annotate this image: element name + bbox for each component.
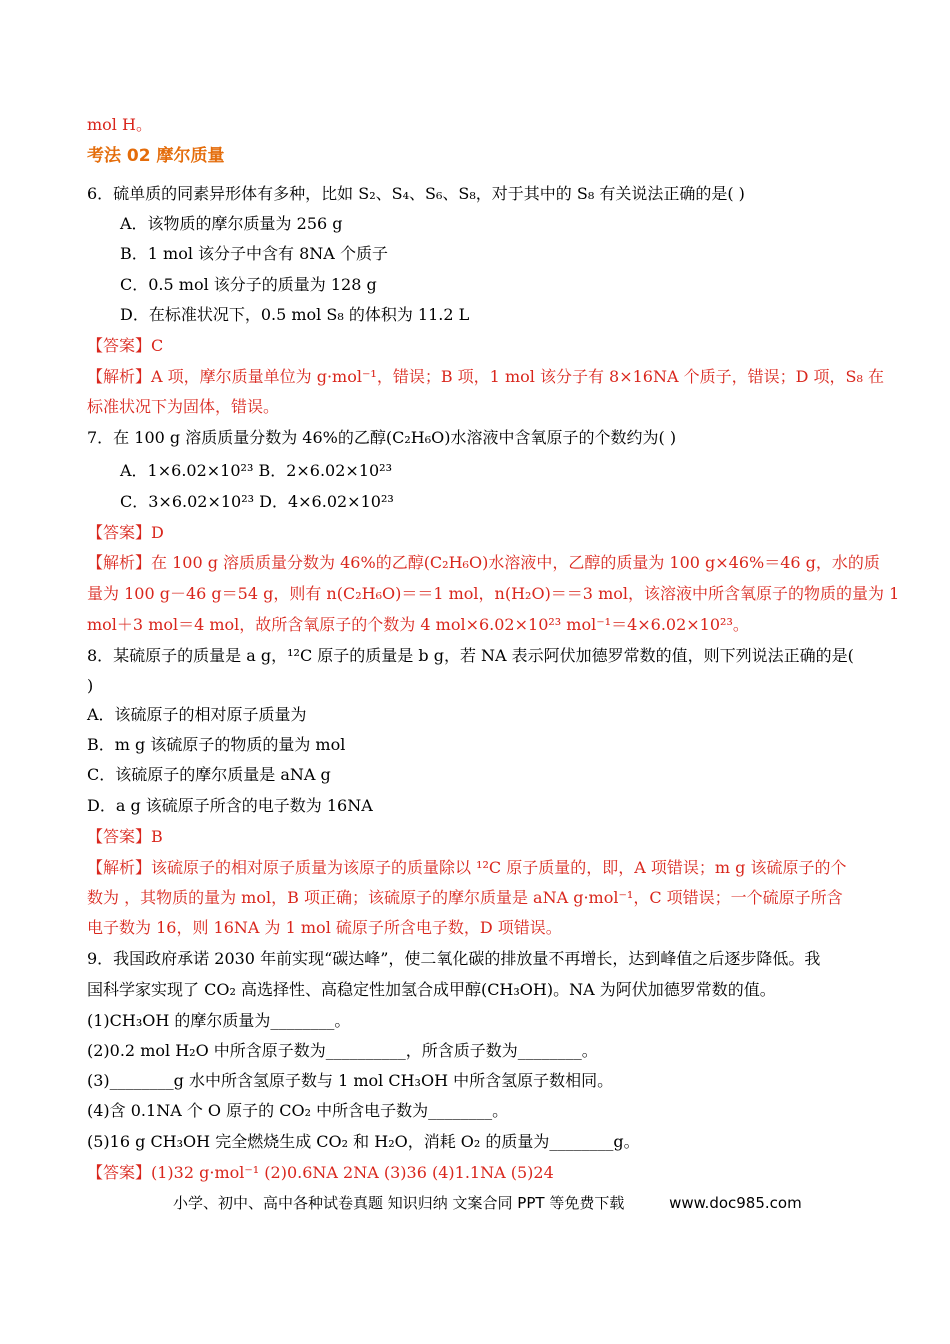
q7-explanation-3: mol＋3 mol＝4 mol，故所含氧原子的个数为 4 mol×6.02×10²³ mol⁻¹＝4×6.02×10²³。 bbox=[87, 615, 749, 634]
footer-site-link[interactable]: www.doc985.com bbox=[669, 1194, 802, 1212]
question-8: 8．某硫原子的质量是 a g，¹²C 原子的质量是 b g，若 NA 表示阿伏加德罗常数的值，则下列说法正确的是( bbox=[87, 646, 854, 665]
q8-option-c: C．该硫原子的摩尔质量是 aNA g bbox=[87, 765, 331, 784]
q8-option-b: B．m g 该硫原子的物质的量为 mol bbox=[87, 735, 346, 754]
q8-option-d: D．a g 该硫原子所含的电子数为 16NA bbox=[87, 796, 373, 815]
question-6: 6．硫单质的同素异形体有多种，比如 S₂、S₄、S₆、S₈，对于其中的 S₈ 有关说法正确的是( ) bbox=[87, 184, 745, 203]
q6-option-c: C．0.5 mol 该分子的质量为 128 g bbox=[120, 275, 377, 294]
q9-part-3: (3)________g 水中所含氢原子数与 1 mol CH₃OH 中所含氢原子数相同。 bbox=[87, 1071, 614, 1090]
q7-answer: 【答案】D bbox=[87, 523, 164, 542]
question-9-cont: 国科学家实现了 CO₂ 高选择性、高稳定性加氢合成甲醇(CH₃OH)。NA 为阿伏加德罗常数的值。 bbox=[87, 980, 776, 999]
q6-explanation-2: 标准状况下为固体，错误。 bbox=[87, 397, 280, 416]
q7-options-ab: A．1×6.02×10²³ B．2×6.02×10²³ bbox=[120, 461, 393, 480]
page-footer bbox=[173, 1193, 802, 1213]
footer-text: 小学、初中、高中各种试卷真题 知识归纳 文案合同 PPT 等免费下载 bbox=[173, 1194, 625, 1212]
q8-explanation-2: 数为 ，其物质的量为 mol，B 项正确；该硫原子的摩尔质量是 aNA g·mol⁻¹，C 项错误；一个硫原子所含 bbox=[87, 888, 843, 907]
q7-options-cd: C．3×6.02×10²³ D．4×6.02×10²³ bbox=[120, 492, 394, 511]
q6-answer: 【答案】C bbox=[87, 336, 164, 355]
q8-option-a: A．该硫原子的相对原子质量为 bbox=[87, 705, 307, 724]
q9-part-1: (1)CH₃OH 的摩尔质量为________。 bbox=[87, 1011, 351, 1030]
q6-option-d: D．在标准状况下，0.5 mol S₈ 的体积为 11.2 L bbox=[120, 305, 470, 324]
answer-continuation: mol H。 bbox=[87, 115, 152, 134]
question-7: 7．在 100 g 溶质质量分数为 46%的乙醇(C₂H₆O)水溶液中含氧原子的个数约为( ) bbox=[87, 428, 677, 447]
q9-answer: 【答案】(1)32 g·mol⁻¹ (2)0.6NA 2NA (3)36 (4)1.1NA (5)24 bbox=[87, 1163, 554, 1182]
q7-explanation-2: 量为 100 g－46 g＝54 g，则有 n(C₂H₆O)＝＝1 mol，n(H₂O)＝＝3 mol，该溶液中所含氧原子的物质的量为 1 bbox=[87, 584, 900, 603]
question-9: 9．我国政府承诺 2030 年前实现“碳达峰”，使二氧化碳的排放量不再增长，达到峰值之后逐步降低。我 bbox=[87, 949, 821, 968]
q9-part-5: (5)16 g CH₃OH 完全燃烧生成 CO₂ 和 H₂O，消耗 O₂ 的质量为________g。 bbox=[87, 1132, 640, 1151]
section-heading: 考法 02 摩尔质量 bbox=[87, 146, 225, 166]
q6-explanation-1: 【解析】A 项，摩尔质量单位为 g·mol⁻¹，错误；B 项，1 mol 该分子有 8×16NA 个质子，错误；D 项，S₈ 在 bbox=[87, 367, 885, 386]
q9-part-2: (2)0.2 mol H₂O 中所含原子数为__________，所含质子数为________。 bbox=[87, 1041, 598, 1060]
q8-explanation-3: 电子数为 16，则 16NA 为 1 mol 硫原子所含电子数，D 项错误。 bbox=[87, 918, 562, 937]
q7-explanation-1: 【解析】在 100 g 溶质质量分数为 46%的乙醇(C₂H₆O)水溶液中，乙醇的质量为 100 g×46%＝46 g，水的质 bbox=[87, 553, 880, 572]
question-8-cont: ) bbox=[87, 676, 94, 695]
q9-part-4: (4)含 0.1NA 个 O 原子的 CO₂ 中所含电子数为________。 bbox=[87, 1101, 509, 1120]
q6-option-a: A．该物质的摩尔质量为 256 g bbox=[120, 214, 343, 233]
q6-option-b: B．1 mol 该分子中含有 8NA 个质子 bbox=[120, 244, 388, 263]
q8-answer: 【答案】B bbox=[87, 827, 163, 846]
q8-explanation-1: 【解析】该硫原子的相对原子质量为该原子的质量除以 ¹²C 原子质量的，即，A 项错误；m g 该硫原子的个 bbox=[87, 858, 847, 877]
